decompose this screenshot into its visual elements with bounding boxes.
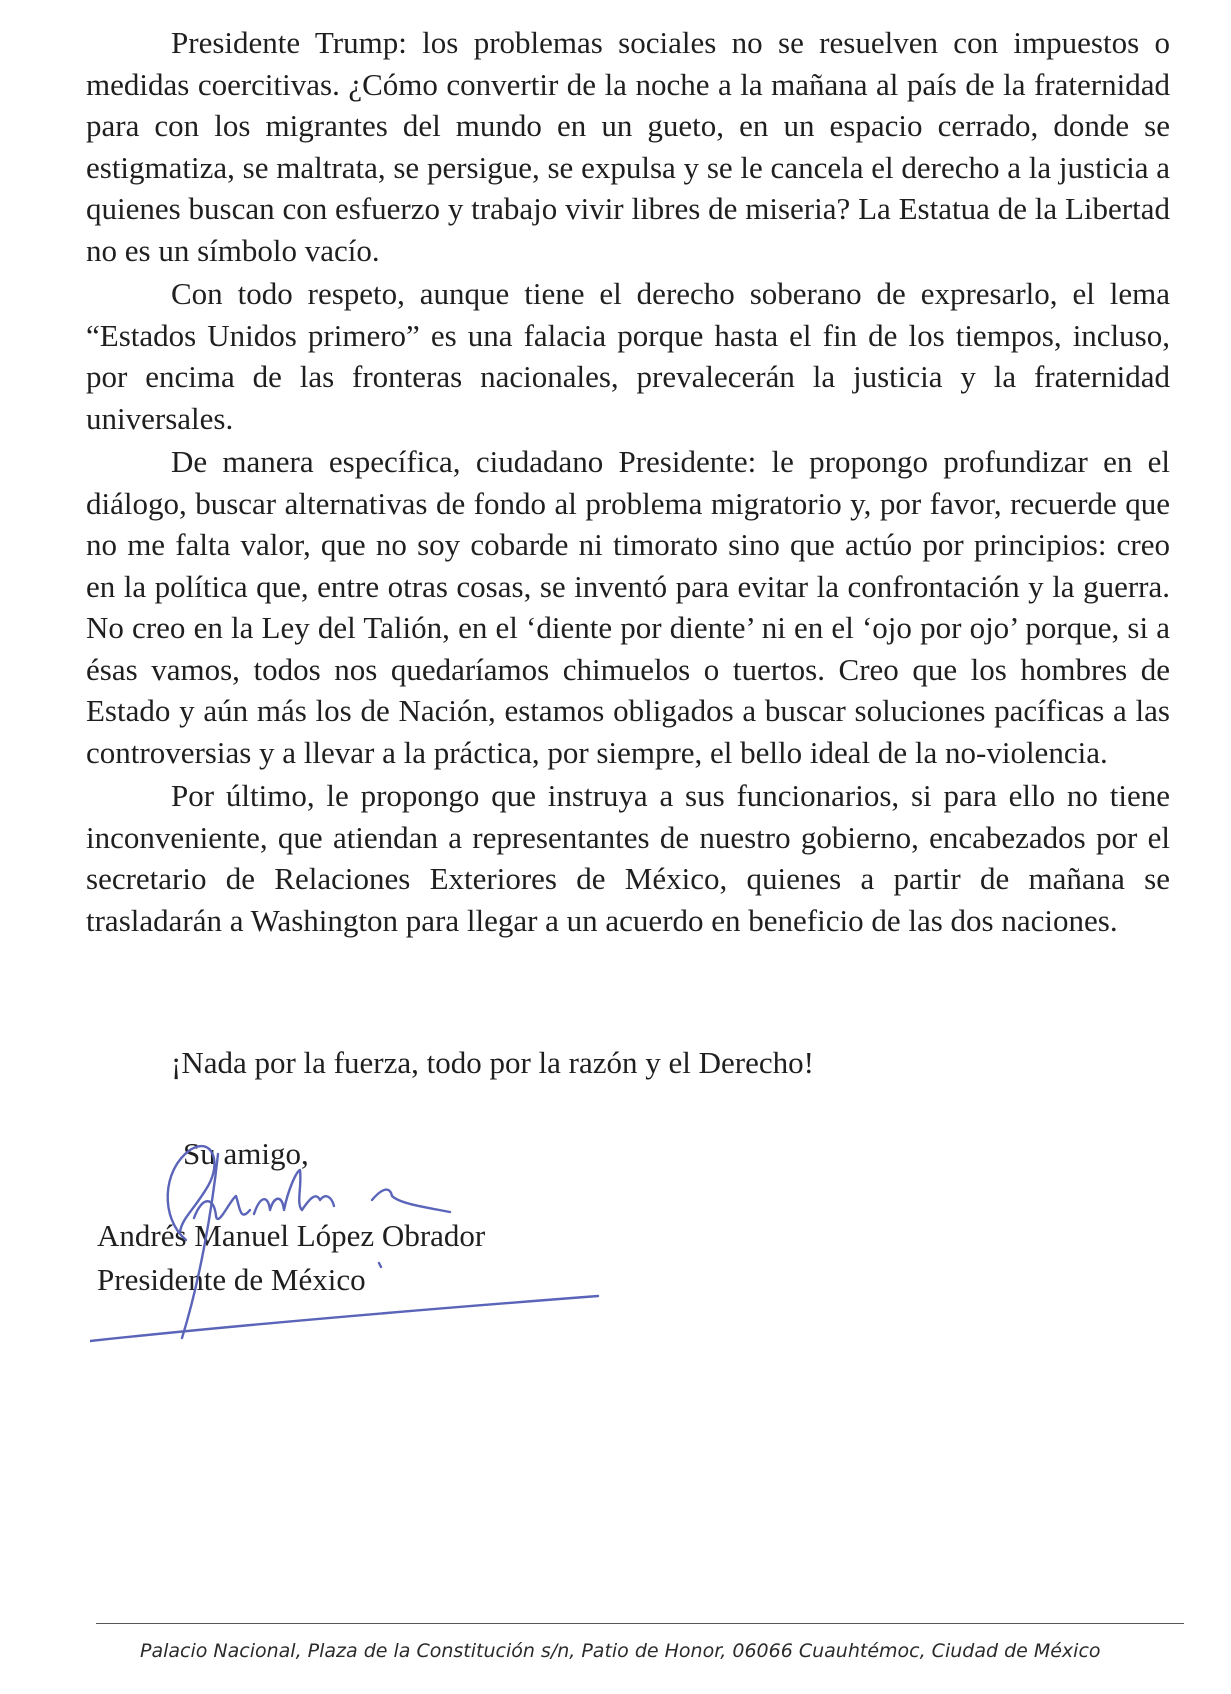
- paragraph-2: Con todo respeto, aunque tiene el derecho soberano de expresarlo, el lema “Estados Unidos primero” es una falacia porque hasta el fin de los tiempos, incluso, por encima de las fronteras nacionales, prevalecerán la justicia y la fraternidad universales.: [86, 276, 1170, 436]
- paragraph-3: De manera específica, ciudadano Presidente: le propongo profundizar en el diálogo, buscar alternativas de fondo al problema migratorio y, por favor, recuerde que no me falta valor, que no soy cobarde ni timorato sino que actúo por principios: creo en la política que, entre otras cosas, se inventó para evitar la confrontación y la guerra. No creo en la Ley del Talión, en el ‘diente por diente’ ni en el ‘ojo por ojo’ porque, si a ésas vamos, todos nos quedaríamos chimuelos o tuertos. Creo que los hombres de Estado y aún más los de Nación, estamos obligados a buscar soluciones pacíficas a las controversias y a llevar a la práctica, por siempre, el bello ideal de la no-violencia.: [86, 444, 1170, 770]
- signer-title: Presidente de México: [97, 1262, 366, 1297]
- paragraph-1: Presidente Trump: los problemas sociales no se resuelven con impuestos o medidas coercitivas. ¿Cómo convertir de la noche a la mañana al país de la fraternidad para con los migrantes del mundo en un gueto, en un espacio cerrado, donde se estigmatiza, se maltrata, se persigue, se expulsa y se le cancela el derecho a la justicia a quienes buscan con esfuerzo y trabajo vivir libres de miseria? La Estatua de la Libertad no es un símbolo vacío.: [86, 25, 1170, 268]
- closing-motto: ¡Nada por la fuerza, todo por la razón y el Derecho!: [171, 1045, 814, 1080]
- footer-address: Palacio Nacional, Plaza de la Constitución s/n, Patio de Honor, 06066 Cuauhtémoc, Ciudad de México: [140, 1640, 1101, 1662]
- signature-stroke-letters: [254, 1170, 334, 1214]
- letter-body: [86, 22, 1170, 943]
- signature-stroke-underline: [90, 1296, 598, 1341]
- signature-stroke-flourish: [372, 1190, 450, 1212]
- signer-name: Andrés Manuel López Obrador: [97, 1218, 486, 1253]
- salutation: Su amigo,: [183, 1136, 309, 1171]
- signature-stroke-dot: [379, 1263, 381, 1267]
- footer-divider: [96, 1623, 1184, 1624]
- paragraph-4: Por último, le propongo que instruya a sus funcionarios, si para ello no tiene inconveniente, que atiendan a representantes de nuestro gobierno, encabezados por el secretario de Relaciones Exteriores de México, quienes a partir de mañana se trasladarán a Washington para llegar a un acuerdo en beneficio de las dos naciones.: [86, 778, 1170, 938]
